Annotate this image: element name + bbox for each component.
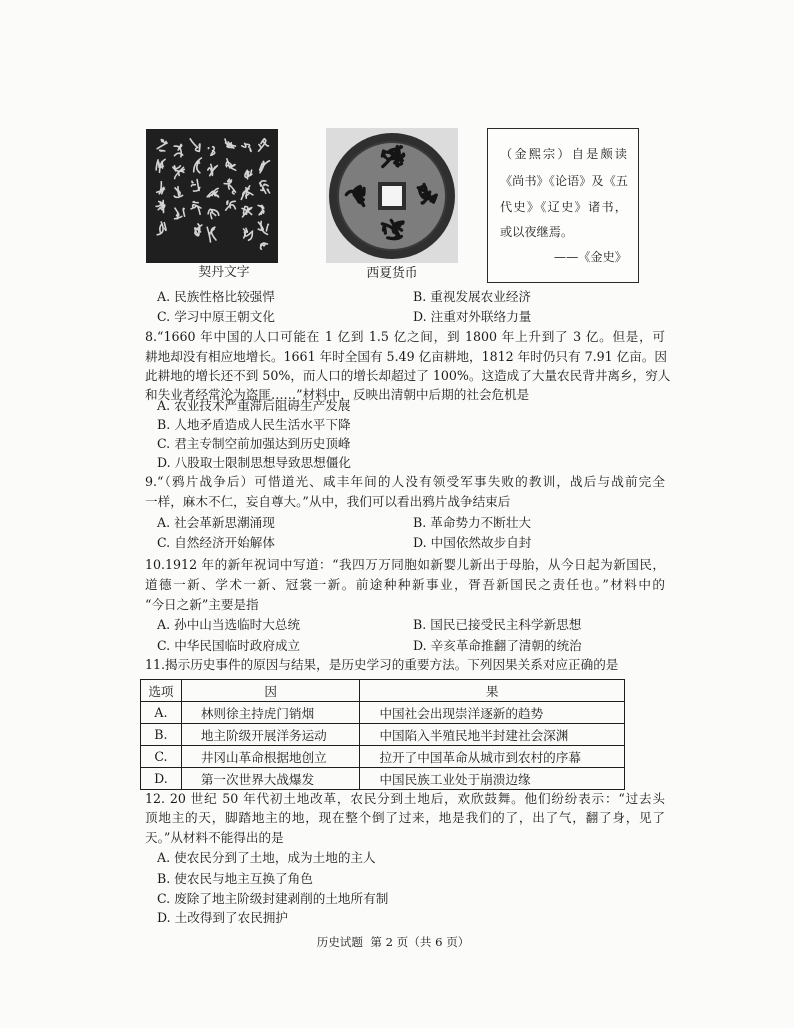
- q12-option-b: B. 使农民与地主互换了角色: [157, 871, 313, 886]
- glyph-stroke: [246, 188, 249, 189]
- q9-option-c: C. 自然经济开始解体: [157, 535, 275, 550]
- q8-stem-line: 和失业者经常沦为盗匪……”材料中，反映出清朝中后期的社会危机是: [145, 387, 530, 402]
- q11-stem-line: 11.揭示历史事件的原因与结果，是历史学习的重要方法。下列因果关系对应正确的是: [145, 657, 619, 672]
- q10-stem-line: “今日之新”主要是指: [145, 597, 259, 612]
- glyph-stroke: [191, 208, 194, 209]
- q9-option-b: B. 革命势力不断壮大: [413, 515, 532, 530]
- quote-source: ——《金史》: [553, 250, 627, 264]
- table-cell-option: B.: [141, 724, 182, 746]
- q12-option-a: A. 使农民分到了土地，成为土地的主人: [157, 850, 376, 865]
- q7-option-c: C. 学习中原王朝文化: [157, 309, 275, 324]
- table-cell-cause: 井冈山革命根据地创立: [181, 746, 360, 768]
- table-row: [141, 702, 625, 724]
- quote-line: 代史》《辽史》诸书，: [500, 200, 627, 214]
- q8-option-b: B. 人地矛盾造成人民生活水平下降: [157, 417, 351, 432]
- quote-line: （金熙宗）自是颇读: [500, 147, 627, 161]
- table-header-row: [141, 680, 625, 702]
- cause-effect-table: [140, 679, 625, 790]
- q9-stem-line: 9.“（鸦片战争后）可惜道光、咸丰年间的人没有领受军事失败的教训，战后与战前完全: [145, 474, 665, 489]
- q12-stem-line: 天。”从材料不能得出的是: [145, 830, 284, 845]
- q7-option-b: B. 重视发展农业经济: [413, 289, 532, 304]
- q10-stem-line: 10.1912 年的新年祝词中写道：“我四万万同胞如新婴儿新出于母胎，从今日起为新国民，: [145, 557, 665, 572]
- glyph-stroke: [420, 187, 422, 189]
- table-cell-effect: 拉开了中国革命从城市到农村的序幕: [360, 746, 625, 768]
- quote-line: 或以夜继焉。: [500, 225, 574, 239]
- q9-option-d: D. 中国依然故步自封: [413, 535, 532, 550]
- q12-option-c: C. 废除了地主阶级封建剥削的土地所有制: [157, 891, 389, 906]
- table-cell-effect: 中国陷入半殖民地半封建社会深渊: [360, 724, 625, 746]
- table-cell-effect: 中国社会出现崇洋逐新的趋势: [360, 702, 625, 724]
- quote-line: 《尚书》《论语》及《五: [500, 174, 628, 188]
- q9-stem-line: 一样，麻木不仁，妄自尊大。”从中，我们可以看出鸦片战争结束后: [145, 494, 511, 509]
- table-row: [141, 746, 625, 768]
- q7-option-a: A. 民族性格比较强悍: [157, 289, 275, 304]
- table-row: [141, 724, 625, 746]
- q12-stem-line: 12. 20 世纪 50 年代初土地改革，农民分到土地后，欢欣鼓舞。他们纷纷表示：“过去头: [145, 791, 665, 806]
- jinshi-quote-box: [487, 128, 639, 283]
- q8-stem-line: 8.“1660 年中国的人口可能在 1 亿到 1.5 亿之间，到 1800 年上升到了 3 亿。但是，可: [145, 329, 665, 344]
- table-cell-cause: 第一次世界大战爆发: [181, 768, 360, 790]
- table-header-option: 选项: [141, 680, 182, 702]
- khitan-caption: 契丹文字: [198, 265, 250, 280]
- glyph-stroke: [199, 144, 200, 152]
- glyph-stroke: [395, 223, 403, 225]
- q10-stem-line: 道德一新、学术一新、冠裳一新。前途种种新事业，胥吾新国民之责任也。”材料中的: [145, 577, 665, 592]
- xixia-coin-image: [326, 128, 458, 263]
- glyph-stroke: [384, 226, 386, 233]
- q8-option-d: D. 八股取士限制思想导致思想僵化: [157, 455, 351, 470]
- xixia-caption: 西夏货币: [366, 266, 418, 281]
- q8-stem-line: 此耕地的增长还不到 50%，而人口的增长却超过了 100%。这造成了大量农民背井离乡，穷人: [145, 368, 671, 383]
- table-cell-cause: 林则徐主持虎门销烟: [181, 702, 360, 724]
- table-row: [141, 768, 625, 790]
- glyph-stroke: [160, 150, 165, 151]
- q10-option-b: B. 国民已接受民主科学新思想: [413, 617, 582, 632]
- glyph-stroke: [158, 162, 159, 168]
- q8-stem-line: 耕地却没有相应地增长。1661 年时全国有 5.49 亿亩耕地，1812 年时仍只有 7.91 亿亩。因: [145, 349, 668, 364]
- coin-square-hole: [382, 186, 402, 206]
- table-cell-option: D.: [141, 768, 182, 790]
- page-footer: 历史试题 第 2 页（共 6 页）: [316, 935, 470, 949]
- q12-stem-line: 顶地主的天，脚踏地主的地，现在整个倒了过来，地是我们的了，出了气，翻了身，见了: [145, 810, 665, 825]
- q10-option-c: C. 中华民国临时政府成立: [157, 638, 301, 653]
- table-header-effect: 果: [360, 680, 625, 702]
- glyph-stroke: [227, 201, 228, 204]
- khitan-script-image: [146, 129, 278, 263]
- q10-option-a: A. 孙中山当选临时大总统: [157, 617, 301, 632]
- table-cell-option: A.: [141, 702, 182, 724]
- q9-option-a: A. 社会革新思潮涌现: [157, 515, 275, 530]
- q8-option-a: A. 农业技术严重滞后阻碍生产发展: [157, 398, 351, 413]
- table-header-cause: 因: [181, 680, 360, 702]
- q7-option-d: D. 注重对外联络力量: [413, 309, 532, 324]
- glyph-stroke: [162, 162, 163, 169]
- table-cell-option: C.: [141, 746, 182, 768]
- q10-option-d: D. 辛亥革命推翻了清朝的统治: [413, 638, 582, 653]
- glyph-stroke: [362, 188, 365, 195]
- table-cell-effect: 中国民族工业处于崩溃边缘: [360, 768, 625, 790]
- table-cell-cause: 地主阶级开展洋务运动: [181, 724, 360, 746]
- q12-option-d: D. 土改得到了农民拥护: [157, 910, 288, 925]
- q8-option-c: C. 君主专制空前加强达到历史顶峰: [157, 436, 351, 451]
- glyph-stroke: [250, 148, 251, 151]
